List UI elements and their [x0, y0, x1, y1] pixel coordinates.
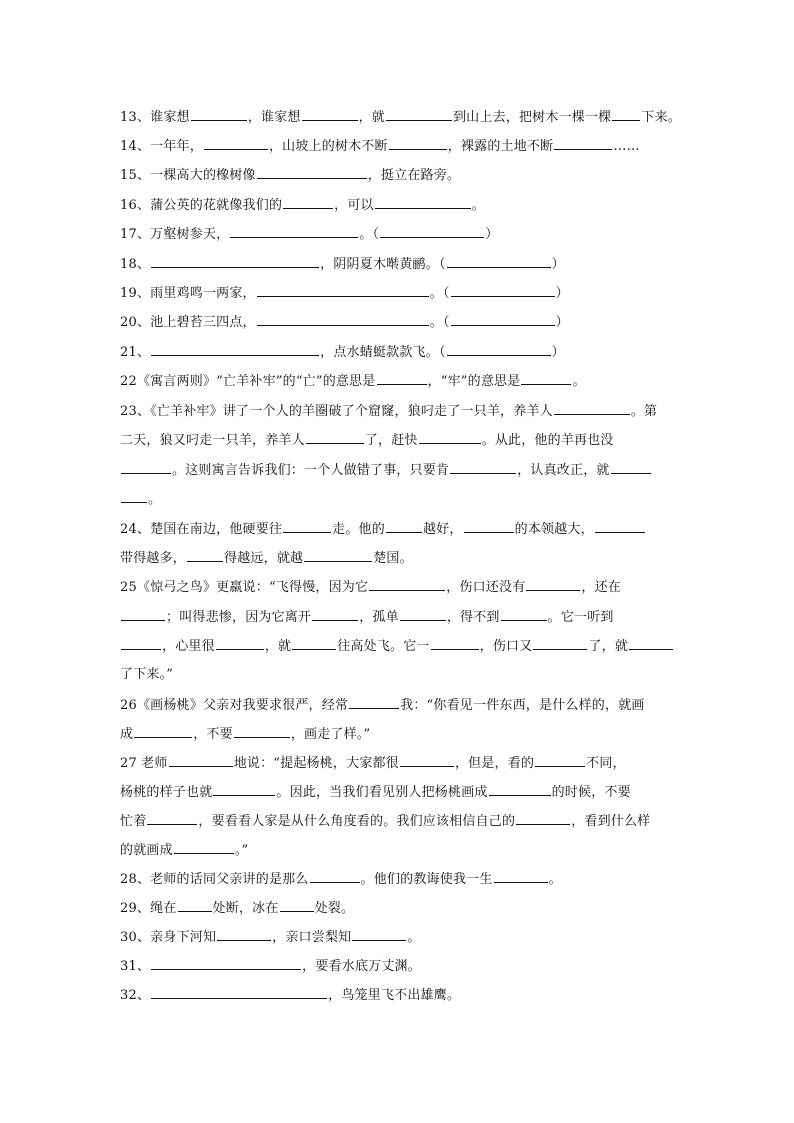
- question-text: ，裸露的土地不断: [447, 139, 554, 154]
- answer-blank[interactable]: [147, 810, 197, 825]
- question-line: [120, 135, 680, 157]
- question-text: 。他们的教诲使我一生: [360, 872, 493, 887]
- question-text: 。: [548, 872, 562, 887]
- answer-blank[interactable]: [283, 518, 331, 533]
- question-text: 到山上去，把树木一棵一棵: [452, 110, 612, 125]
- question-line: [120, 429, 680, 451]
- answer-blank[interactable]: [494, 868, 548, 883]
- question-text: 。这则寓言告诉我们：一个人做错了事，只要肯: [172, 463, 450, 478]
- question-line: [120, 839, 680, 861]
- answer-blank[interactable]: [174, 839, 234, 854]
- question-text: 杨桃的样子也就: [120, 785, 213, 800]
- question-text: 23、《亡羊补牢》讲了一个人的羊圈破了个窟窿，狼叼走了一只羊，养羊人: [120, 404, 553, 419]
- question-text: ，但是，看的: [454, 756, 535, 771]
- question-text: 了，赶快: [364, 433, 418, 448]
- answer-blank[interactable]: [447, 253, 551, 268]
- question-line: [120, 606, 680, 628]
- question-text: 带得越多，: [120, 551, 187, 566]
- question-text: ，阴阴夏木啭黄鹂。（: [320, 257, 446, 272]
- question-line: [120, 955, 680, 977]
- question-text: 16、蒲公英的花就像我们的: [120, 198, 283, 213]
- question-line: [120, 810, 680, 832]
- question-text: ，得不到: [446, 610, 500, 625]
- question-line: [120, 400, 680, 422]
- answer-blank[interactable]: [501, 606, 547, 621]
- question-text: 处裂。: [314, 901, 355, 916]
- question-text: 。: [148, 492, 162, 507]
- question-text: 地说：“提起杨桃，大家都很: [233, 756, 399, 771]
- question-text: ）: [485, 227, 499, 242]
- question-line: [120, 282, 680, 304]
- question-text: 得越远，就越: [224, 551, 304, 566]
- answer-blank[interactable]: [217, 926, 271, 941]
- answer-blank[interactable]: [312, 606, 358, 621]
- question-line: [120, 194, 680, 216]
- question-text: ，点水蜻蜓款款飞。（: [320, 345, 446, 360]
- answer-blank[interactable]: [595, 518, 645, 533]
- answer-blank[interactable]: [526, 576, 580, 591]
- question-text: 22《寓言两则》“亡羊补牢”的“亡”的意思是: [120, 374, 376, 389]
- question-text: 。”: [234, 843, 249, 858]
- question-text: 30、亲身下河知: [120, 930, 217, 945]
- question-text: ，就: [264, 639, 292, 654]
- question-text: ，鸟笼里飞不出雄鹰。: [328, 988, 461, 1003]
- question-text: 。它一听到: [547, 610, 614, 625]
- answer-blank[interactable]: [213, 781, 275, 796]
- question-line: [120, 370, 680, 392]
- question-text: 的时候，不要: [551, 785, 631, 800]
- question-text: ，要看看人家是从什么角度看的。我们应该相信自己的: [198, 814, 516, 829]
- answer-blank[interactable]: [450, 459, 516, 474]
- answer-blank[interactable]: [611, 459, 651, 474]
- question-line: [120, 694, 680, 716]
- question-line: [120, 547, 680, 569]
- question-line: [120, 253, 680, 275]
- question-text: ）: [555, 286, 569, 301]
- answer-blank[interactable]: [431, 635, 479, 650]
- answer-blank[interactable]: [306, 429, 364, 444]
- answer-blank[interactable]: [310, 868, 360, 883]
- answer-blank[interactable]: [169, 752, 233, 767]
- question-line: [120, 665, 680, 685]
- question-text: ，心里很: [162, 639, 215, 654]
- answer-blank[interactable]: [464, 518, 514, 533]
- question-text: ，可以: [334, 198, 374, 213]
- question-text: 忙着: [120, 814, 147, 829]
- question-text: ，还在: [581, 580, 622, 595]
- question-line: [120, 723, 680, 745]
- answer-blank[interactable]: [377, 370, 427, 385]
- question-text: ）: [555, 315, 569, 330]
- answer-blank[interactable]: [629, 635, 673, 650]
- question-text: 26《画杨桃》父亲对我要求很严，经常: [120, 698, 349, 713]
- question-line: [120, 984, 680, 1006]
- answer-blank[interactable]: [535, 752, 585, 767]
- question-text: 。（: [359, 227, 380, 242]
- answer-blank[interactable]: [216, 635, 264, 650]
- question-text: 越好，: [422, 522, 463, 537]
- question-text: ，不要: [193, 727, 233, 742]
- question-line: [120, 164, 680, 186]
- answer-blank[interactable]: [121, 606, 165, 621]
- question-text: ，孤单: [359, 610, 399, 625]
- question-text: ，要看水底万丈渊。: [302, 959, 421, 974]
- answer-blank[interactable]: [447, 341, 551, 356]
- question-line: [120, 311, 680, 333]
- answer-blank[interactable]: [230, 223, 358, 238]
- question-text: 20、池上碧苔三四点，: [120, 315, 256, 330]
- answer-blank[interactable]: [302, 106, 358, 121]
- answer-blank[interactable]: [521, 370, 571, 385]
- question-text: 21、: [120, 345, 151, 360]
- answer-blank[interactable]: [151, 341, 319, 356]
- answer-blank[interactable]: [283, 194, 333, 209]
- question-text: 。从此，他的羊再也没: [481, 433, 614, 448]
- question-text: ，伤口又: [479, 639, 533, 654]
- question-text: ，谁家想: [247, 110, 301, 125]
- question-text: 了，就: [588, 639, 629, 654]
- question-text: 。: [572, 374, 586, 389]
- question-text: ，“牢”的意思是: [427, 374, 521, 389]
- question-text: 的本领越大，: [514, 522, 594, 537]
- question-text: 28、老师的话同父亲讲的是那么: [120, 872, 309, 887]
- answer-blank[interactable]: [612, 106, 640, 121]
- question-text: ，看到什么样: [571, 814, 651, 829]
- question-text: 18、: [120, 257, 151, 272]
- question-text: ，画走了样。”: [290, 727, 371, 742]
- question-text: 13、谁家想: [120, 110, 190, 125]
- question-line: [120, 106, 680, 128]
- answer-blank[interactable]: [386, 518, 422, 533]
- question-text: 17、万壑树参天，: [120, 227, 230, 242]
- question-text: 我：“你看见一件东西，是什么样的，就画: [400, 698, 645, 713]
- answer-blank[interactable]: [489, 781, 551, 796]
- question-text: 了下来。”: [120, 667, 174, 682]
- answer-blank[interactable]: [400, 752, 454, 767]
- answer-blank[interactable]: [400, 606, 446, 621]
- question-text: 二天，狼又叼走一只羊，养羊人: [120, 433, 305, 448]
- question-text: 15、一棵高大的橡树像: [120, 168, 256, 183]
- question-text: 下来。: [641, 110, 681, 125]
- question-text: 29、绳在: [120, 901, 177, 916]
- question-text: 19、雨里鸡鸣一两家，: [120, 286, 256, 301]
- answer-blank[interactable]: [369, 576, 445, 591]
- question-text: 往高处飞。它一: [337, 639, 430, 654]
- question-text: 。（: [429, 315, 450, 330]
- question-text: 走。他的: [332, 522, 385, 537]
- answer-blank[interactable]: [386, 106, 452, 121]
- question-line: [120, 781, 680, 803]
- question-text: 不同，: [586, 756, 626, 771]
- question-line: [120, 926, 680, 948]
- answer-blank[interactable]: [451, 282, 555, 297]
- question-text: 成: [120, 727, 134, 742]
- question-text: 25《惊弓之鸟》更羸说：“飞得慢，因为它: [120, 580, 369, 595]
- answer-blank[interactable]: [380, 223, 484, 238]
- answer-blank[interactable]: [134, 723, 192, 738]
- question-line: [120, 223, 680, 245]
- question-text: 。: [407, 930, 421, 945]
- answer-blank[interactable]: [554, 135, 612, 150]
- question-line: [120, 488, 680, 510]
- answer-blank[interactable]: [121, 635, 161, 650]
- answer-blank[interactable]: [349, 694, 399, 709]
- answer-blank[interactable]: [280, 897, 314, 912]
- question-text: 14、一年年，: [120, 139, 203, 154]
- answer-blank[interactable]: [304, 547, 372, 562]
- answer-blank[interactable]: [352, 926, 406, 941]
- question-line: [120, 868, 680, 890]
- question-line: [120, 576, 680, 598]
- question-text: 。第: [630, 404, 658, 419]
- question-line: [120, 341, 680, 363]
- question-line: [120, 459, 680, 481]
- question-text: 处断，冰在: [212, 901, 279, 916]
- answer-blank[interactable]: [121, 488, 147, 503]
- question-line: [120, 897, 680, 919]
- question-text: ，山坡上的树木不断: [268, 139, 388, 154]
- question-text: ）: [551, 345, 565, 360]
- answer-blank[interactable]: [292, 635, 336, 650]
- question-text: ，挺立在路旁。: [367, 168, 461, 183]
- question-text: ……: [613, 139, 640, 154]
- question-text: 。: [471, 198, 485, 213]
- question-text: ）: [551, 257, 565, 272]
- answer-blank[interactable]: [554, 400, 630, 415]
- answer-blank[interactable]: [234, 723, 290, 738]
- question-text: ，认真改正，就: [517, 463, 610, 478]
- answer-blank[interactable]: [204, 135, 268, 150]
- answer-blank[interactable]: [257, 311, 429, 326]
- question-text: ，伤口还没有: [446, 580, 526, 595]
- answer-blank[interactable]: [257, 282, 429, 297]
- answer-blank[interactable]: [151, 253, 319, 268]
- answer-blank[interactable]: [151, 984, 327, 999]
- answer-blank[interactable]: [533, 635, 587, 650]
- question-line: [120, 635, 680, 657]
- answer-blank[interactable]: [419, 429, 481, 444]
- question-text: ；叫得悲惨，因为它离开: [166, 610, 312, 625]
- question-line: [120, 518, 680, 540]
- answer-blank[interactable]: [151, 955, 301, 970]
- answer-blank[interactable]: [375, 194, 471, 209]
- answer-blank[interactable]: [389, 135, 447, 150]
- answer-blank[interactable]: [516, 810, 570, 825]
- question-text: ，亲口尝梨知: [272, 930, 352, 945]
- answer-blank[interactable]: [191, 106, 247, 121]
- answer-blank[interactable]: [121, 459, 171, 474]
- question-text: ，就: [358, 110, 385, 125]
- answer-blank[interactable]: [178, 897, 212, 912]
- question-text: 31、: [120, 959, 151, 974]
- question-text: 24、楚国在南边，他硬要往: [120, 522, 283, 537]
- question-text: 32、: [120, 988, 151, 1003]
- answer-blank[interactable]: [451, 311, 555, 326]
- question-text: 的就画成: [120, 843, 173, 858]
- question-text: 。因此，当我们看见别人把杨桃画成: [276, 785, 488, 800]
- answer-blank[interactable]: [187, 547, 223, 562]
- question-text: 。（: [429, 286, 450, 301]
- question-text: 27 老师: [120, 756, 168, 771]
- answer-blank[interactable]: [257, 164, 367, 179]
- question-line: [120, 752, 680, 774]
- question-text: 楚国。: [373, 551, 413, 566]
